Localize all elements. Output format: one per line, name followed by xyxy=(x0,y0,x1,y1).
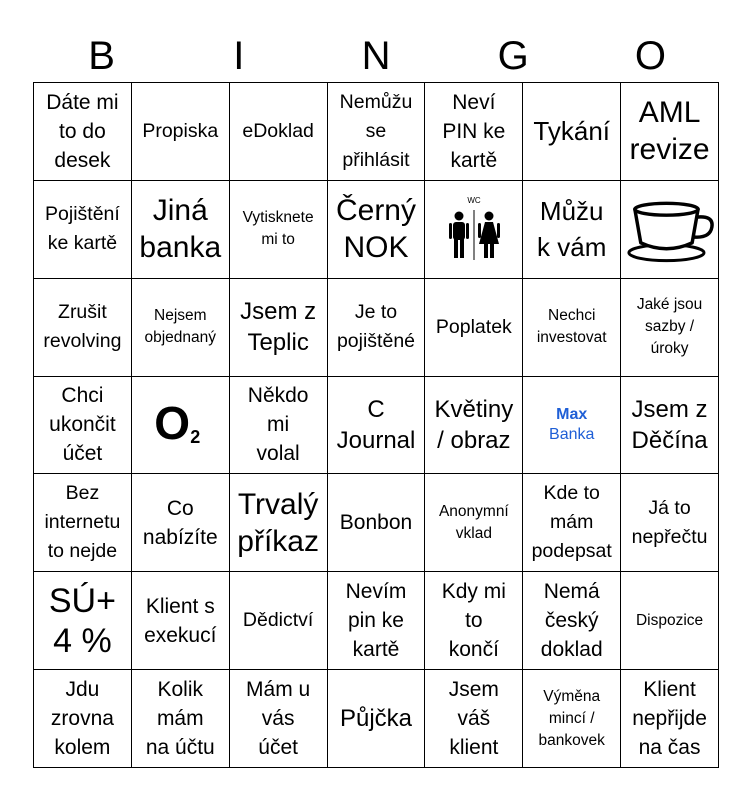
bingo-cell[interactable]: Chci ukončit účet xyxy=(34,377,132,475)
bingo-cell[interactable]: Klient s exekucí xyxy=(132,572,230,670)
bingo-grid xyxy=(33,82,719,768)
bingo-cell[interactable]: Vytisknete mi to xyxy=(230,181,328,279)
bingo-cell[interactable]: Jdu zrovna kolem xyxy=(34,670,132,768)
bingo-cell[interactable]: C Journal xyxy=(328,377,426,475)
bingo-cell[interactable]: Trvalý příkaz xyxy=(230,474,328,572)
bingo-cell[interactable]: Jiná banka xyxy=(132,181,230,279)
bingo-cell[interactable]: Nechci investovat xyxy=(523,279,621,377)
bingo-cell[interactable]: Květiny / obraz xyxy=(425,377,523,475)
bingo-cell[interactable]: Mám u vás účet xyxy=(230,670,328,768)
title-letter: G xyxy=(497,34,529,78)
bingo-cell[interactable]: eDoklad xyxy=(230,83,328,181)
restroom-icon xyxy=(442,194,506,264)
bingo-cell[interactable]: Kolik mám na účtu xyxy=(132,670,230,768)
bingo-cell[interactable] xyxy=(132,377,230,475)
bingo-cell[interactable]: Jsem váš klient xyxy=(425,670,523,768)
o2-logo: O 2 xyxy=(154,396,201,449)
bingo-cell[interactable]: Dědictví xyxy=(230,572,328,670)
bingo-cell[interactable]: SÚ+ 4 % xyxy=(34,572,132,670)
bingo-cell[interactable]: Propiska xyxy=(132,83,230,181)
bingo-cell[interactable]: Dáte mi to do desek xyxy=(34,83,132,181)
bingo-cell[interactable]: Nejsem objednaný xyxy=(132,279,230,377)
bingo-cell[interactable]: Nemá český doklad xyxy=(523,572,621,670)
bingo-cell[interactable]: Můžu k vám xyxy=(523,181,621,279)
bingo-cell[interactable]: Tykání xyxy=(523,83,621,181)
title-letter: N xyxy=(361,34,391,78)
bingo-cell[interactable]: Nevím pin ke kartě xyxy=(328,572,426,670)
wc-label: WC xyxy=(467,196,481,206)
bingo-cell[interactable]: Jsem z Děčína xyxy=(621,377,719,475)
bingo-cell[interactable]: Jaké jsou sazby / úroky xyxy=(621,279,719,377)
coffee-cup-icon xyxy=(623,193,716,265)
bingo-cell[interactable]: Bez internetu to nejde xyxy=(34,474,132,572)
bingo-cell[interactable]: AML revize xyxy=(621,83,719,181)
maxbanka-logo: Max Banka xyxy=(549,405,595,443)
bingo-cell[interactable]: Výměna mincí / bankovek xyxy=(523,670,621,768)
bingo-cell[interactable]: Neví PIN ke kartě xyxy=(425,83,523,181)
bingo-cell[interactable]: Poplatek xyxy=(425,279,523,377)
bingo-cell[interactable]: Klient nepřijde na čas xyxy=(621,670,719,768)
bingo-cell[interactable]: Dispozice xyxy=(621,572,719,670)
bingo-cell[interactable]: Co nabízíte xyxy=(132,474,230,572)
bingo-cell[interactable] xyxy=(523,377,621,475)
bingo-cell[interactable] xyxy=(621,181,719,279)
bingo-cell[interactable]: Je to pojištěné xyxy=(328,279,426,377)
bingo-cell[interactable]: Kde to mám podepsat xyxy=(523,474,621,572)
bingo-cell[interactable]: Půjčka xyxy=(328,670,426,768)
bingo-cell[interactable]: Jsem z Teplic xyxy=(230,279,328,377)
bingo-cell[interactable]: Nemůžu se přihlásit xyxy=(328,83,426,181)
bingo-cell[interactable] xyxy=(425,181,523,279)
title-letter: O xyxy=(634,34,666,78)
bingo-title xyxy=(33,30,719,82)
bingo-cell[interactable]: Anonymní vklad xyxy=(425,474,523,572)
title-letter: B xyxy=(88,34,115,78)
bingo-cell[interactable]: Bonbon xyxy=(328,474,426,572)
bingo-cell[interactable]: Pojištění ke kartě xyxy=(34,181,132,279)
bingo-cell[interactable]: Já to nepřečtu xyxy=(621,474,719,572)
bingo-cell[interactable]: Někdo mi volal xyxy=(230,377,328,475)
title-letter: I xyxy=(233,34,245,78)
bingo-cell[interactable]: Černý NOK xyxy=(328,181,426,279)
bingo-cell[interactable]: Zrušit revolving xyxy=(34,279,132,377)
bingo-cell[interactable]: Kdy mi to končí xyxy=(425,572,523,670)
